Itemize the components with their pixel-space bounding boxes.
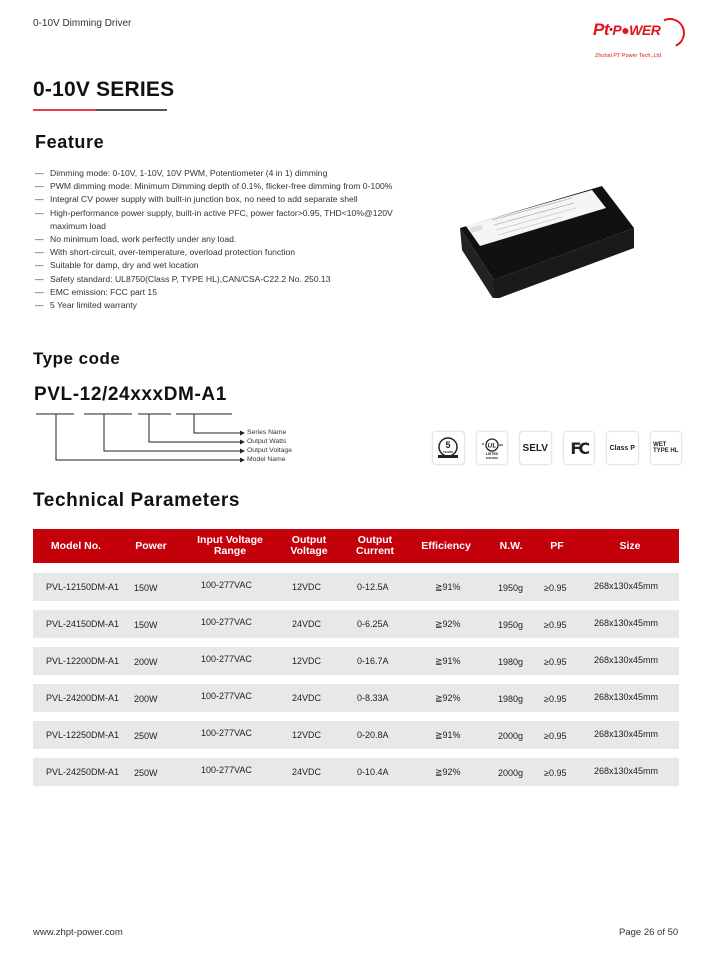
table-header-row	[33, 529, 679, 563]
table-cell: ≥0.95	[544, 657, 567, 667]
table-cell: ≥0.95	[544, 731, 567, 741]
table-cell: 100-277VAC	[201, 580, 252, 590]
column-header-line: Model No.	[50, 539, 102, 552]
column-header-line: Power	[135, 539, 167, 552]
svg-text:E321959: E321959	[485, 456, 498, 460]
table-cell: 100-277VAC	[201, 654, 252, 664]
column-header	[517, 529, 597, 563]
selv-icon: SELV	[519, 431, 552, 465]
wet-type-hl-icon: WET TYPE HL	[650, 431, 683, 465]
table-row	[33, 647, 679, 675]
feature-text: Suitable for damp, dry and wet location	[50, 260, 199, 271]
table-cell: PVL-12200DM-A1	[46, 656, 120, 666]
table-row	[33, 684, 679, 712]
table-cell: 150W	[134, 620, 158, 630]
table-cell: PVL-12150DM-A1	[46, 582, 120, 592]
feature-list	[35, 167, 405, 312]
feature-text: With short-circuit, over-temperature, overload protection function	[50, 247, 296, 258]
bullet-dash-icon: —	[35, 181, 44, 192]
technical-parameters-table	[33, 529, 679, 786]
bullet-dash-icon: —	[35, 234, 44, 245]
table-cell: 12VDC	[292, 582, 322, 592]
feature-item	[35, 207, 405, 233]
table-cell: ≥0.95	[544, 768, 567, 778]
column-header-line: Voltage	[290, 545, 328, 557]
table-cell: 12VDC	[292, 656, 322, 666]
title-underline-accent	[33, 109, 96, 111]
table-cell: 24VDC	[292, 619, 322, 629]
table-cell: 268x130x45mm	[594, 581, 659, 591]
type-code-label-model-name: Model Name	[247, 456, 286, 463]
product-image	[452, 178, 642, 298]
table-cell: 24VDC	[292, 767, 322, 777]
feature-item	[35, 180, 405, 193]
column-header-line: Efficiency	[421, 539, 471, 552]
feature-heading: Feature	[35, 132, 105, 152]
feature-text: PWM dimming mode: Minimum Dimming depth of 0.1%, flicker-free dimming from 0-100%	[50, 181, 393, 192]
bullet-dash-icon: —	[35, 247, 44, 258]
table-cell: 1950g	[498, 583, 524, 593]
bullet-dash-icon: —	[35, 260, 44, 271]
svg-text:us: us	[498, 443, 503, 447]
technical-parameters-heading: Technical Parameters	[33, 490, 241, 511]
svg-text:c: c	[481, 441, 484, 446]
table-cell: 1980g	[498, 657, 524, 667]
type-code-diagram	[34, 410, 314, 470]
table-cell: 150W	[134, 583, 158, 593]
certification-badges	[432, 431, 682, 465]
svg-text:5: 5	[445, 440, 451, 450]
type-code-label-output-voltage: Output Voltage	[247, 447, 292, 454]
feature-item	[35, 167, 405, 180]
svg-text:YEARS: YEARS	[443, 450, 454, 454]
table-cell: 2000g	[498, 731, 524, 741]
cul-us-listed-icon	[476, 431, 509, 465]
type-code-string: PVL-12/24xxxDM-A1	[34, 384, 227, 405]
column-header-line: Current	[356, 545, 394, 557]
table-cell: PVL-24150DM-A1	[46, 619, 120, 629]
table-cell: 268x130x45mm	[594, 729, 659, 739]
table-cell: ≧92%	[435, 692, 461, 703]
bullet-dash-icon: —	[35, 168, 44, 178]
document-header-title: 0-10V Dimming Driver	[33, 18, 132, 29]
bullet-dash-icon: —	[35, 300, 44, 311]
feature-item	[35, 273, 405, 286]
table-row	[33, 610, 679, 638]
feature-text: No minimum load, work perfectly under any load.	[50, 234, 237, 245]
footer-website: www.zhpt-power.com	[33, 927, 123, 938]
table-cell: 2000g	[498, 768, 524, 778]
table-row	[33, 573, 679, 601]
table-cell: 268x130x45mm	[594, 692, 659, 702]
class-p-icon: Class P	[606, 431, 639, 465]
column-header-line: N.W.	[499, 539, 523, 552]
table-cell: 0-12.5A	[357, 582, 389, 592]
column-header-line: Output	[357, 534, 393, 546]
table-cell: ≥0.95	[544, 620, 567, 630]
table-cell: ≧91%	[435, 655, 461, 666]
column-header	[335, 529, 415, 563]
feature-text: Safety standard: UL8750(Class P, TYPE HL),CAN/CSA-C22.2 No. 250.13	[50, 273, 331, 284]
table-cell: 268x130x45mm	[594, 766, 659, 776]
table-cell: 0-8.33A	[357, 693, 389, 703]
table-cell: PVL-24200DM-A1	[46, 693, 120, 703]
table-cell: 100-277VAC	[201, 617, 252, 627]
table-cell: 250W	[134, 731, 158, 741]
column-header	[111, 529, 191, 563]
table-cell: ≧91%	[435, 729, 461, 740]
feature-item	[35, 286, 405, 299]
warranty-5-year-icon	[432, 431, 465, 465]
bullet-dash-icon: —	[35, 194, 44, 205]
table-cell: 268x130x45mm	[594, 618, 659, 628]
logo-company-name: Zhuhai PT Power Tech.,Ltd	[595, 53, 662, 59]
table-cell: 0-10.4A	[357, 767, 389, 777]
feature-item	[35, 259, 405, 272]
series-title: 0-10V SERIES	[33, 78, 175, 101]
table-cell: 200W	[134, 657, 158, 667]
table-cell: ≧92%	[435, 766, 461, 777]
table-row	[33, 758, 679, 786]
table-cell: 200W	[134, 694, 158, 704]
table-cell: 100-277VAC	[201, 691, 252, 701]
table-cell: 100-277VAC	[201, 728, 252, 738]
table-cell: 1950g	[498, 620, 524, 630]
column-header-line: Output	[291, 534, 327, 546]
column-header-line: Input Voltage	[197, 534, 263, 546]
feature-item	[35, 246, 405, 259]
logo-wordmark: Pt•P●WER	[593, 20, 661, 39]
column-header	[36, 529, 116, 563]
table-cell: ≥0.95	[544, 694, 567, 704]
column-header-line: Range	[213, 545, 247, 557]
company-logo	[593, 20, 689, 64]
table-cell: PVL-24250DM-A1	[46, 767, 120, 777]
svg-text:LISTED: LISTED	[485, 452, 498, 456]
table-cell: 0-6.25A	[357, 619, 389, 629]
table-cell: ≥0.95	[544, 583, 567, 593]
feature-text: EMC emission: FCC part 15	[50, 286, 157, 297]
table-cell: 0-16.7A	[357, 656, 389, 666]
feature-text: High-performance power supply, built-in active PFC, power factor>0.95, THD<10%@120V maximum load	[50, 207, 393, 231]
table-cell: 268x130x45mm	[594, 655, 659, 665]
table-cell: 1980g	[498, 694, 524, 704]
title-underline	[96, 109, 167, 111]
feature-item	[35, 299, 405, 312]
fcc-icon: FC	[563, 431, 596, 465]
feature-text: Dimming mode: 0-10V, 1-10V, 10V PWM, Potentiometer (4 in 1) dimming	[50, 168, 328, 178]
bullet-dash-icon: —	[35, 207, 44, 218]
led-driver-product-icon	[452, 178, 642, 298]
type-code-heading: Type code	[33, 349, 121, 368]
table-cell: ≧91%	[435, 581, 461, 592]
table-cell: 24VDC	[292, 693, 322, 703]
bullet-dash-icon: —	[35, 273, 44, 284]
feature-item	[35, 233, 405, 246]
table-cell: ≧92%	[435, 618, 461, 629]
feature-item	[35, 193, 405, 206]
table-row	[33, 721, 679, 749]
svg-text:UL: UL	[487, 442, 497, 450]
bullet-dash-icon: —	[35, 286, 44, 297]
table-cell: 100-277VAC	[201, 765, 252, 775]
feature-text: Integral CV power supply with built-in junction box, no need to add separate shell	[50, 194, 358, 205]
table-cell: 0-20.8A	[357, 730, 389, 740]
table-body	[33, 573, 679, 786]
table-cell: PVL-12250DM-A1	[46, 730, 120, 740]
column-header	[190, 529, 270, 563]
footer-page-number: Page 26 of 50	[619, 927, 679, 938]
column-header	[590, 529, 670, 563]
table-cell: 12VDC	[292, 730, 322, 740]
type-code-label-output-watts: Output Watts	[247, 438, 287, 445]
column-header-line: PF	[550, 539, 564, 552]
column-header-line: Size	[619, 539, 641, 552]
table-cell: 250W	[134, 768, 158, 778]
feature-text: 5 Year limited warranty	[50, 300, 137, 311]
type-code-label-series-name: Series Name	[247, 429, 287, 436]
